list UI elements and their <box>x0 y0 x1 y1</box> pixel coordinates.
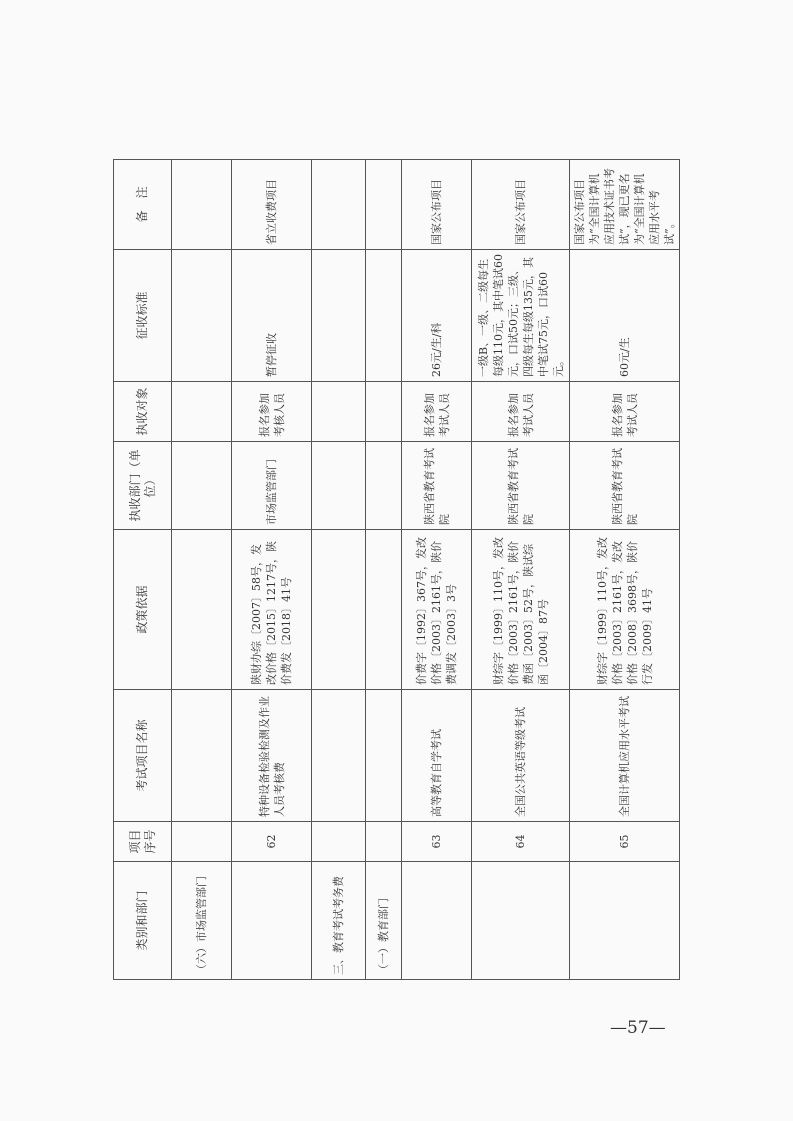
cell-note: 国家公布项目 <box>472 160 570 250</box>
header-category: 类别和部门 <box>114 862 172 980</box>
cell-target: 报名参加考核人员 <box>232 382 312 442</box>
cell-dept <box>366 442 402 530</box>
header-note: 备 注 <box>114 160 172 250</box>
page-number: —57— <box>610 1018 666 1038</box>
cell-dept: 陕西省教育考试院 <box>402 442 472 530</box>
cell-name: 高等教育自学考试 <box>402 690 472 822</box>
cell-dept <box>312 442 366 530</box>
cell-note <box>172 160 232 250</box>
cell-target <box>312 382 366 442</box>
cell-category <box>402 862 472 980</box>
cell-note: 国家公布项目为“全国计算机应用技术证书考试”，现已更名为“全国计算机应用水平考试”。 <box>570 160 680 250</box>
cell-category: 三、教育考试考务费 <box>312 862 366 980</box>
cell-target: 报名参加考试人员 <box>402 382 472 442</box>
header-standard: 征收标准 <box>114 250 172 382</box>
cell-note: 省立收费项目 <box>232 160 312 250</box>
cell-seq: 63 <box>402 822 472 862</box>
cell-category <box>472 862 570 980</box>
table-row <box>570 160 680 980</box>
cell-seq: 64 <box>472 822 570 862</box>
cell-standard <box>366 250 402 382</box>
cell-category: （一）教育部门 <box>366 862 402 980</box>
rotated-fee-table-page <box>113 160 676 980</box>
cell-name: 全国公共英语等级考试 <box>472 690 570 822</box>
cell-target <box>172 382 232 442</box>
table-row <box>232 160 312 980</box>
table-row <box>172 160 232 980</box>
table-header-row <box>114 160 172 980</box>
cell-dept: 陕西省教育考试院 <box>570 442 680 530</box>
cell-name: 特种设备检验检测及作业人员考核费 <box>232 690 312 822</box>
cell-target: 报名参加考试人员 <box>570 382 680 442</box>
cell-target: 报名参加考试人员 <box>472 382 570 442</box>
cell-category <box>232 862 312 980</box>
cell-dept: 市场监管部门 <box>232 442 312 530</box>
header-name: 考试项目名称 <box>114 690 172 822</box>
cell-note: 国家公布项目 <box>402 160 472 250</box>
table-row <box>402 160 472 980</box>
cell-standard: 60元/生 <box>570 250 680 382</box>
header-seq: 项目序号 <box>114 822 172 862</box>
cell-policy: 财综字〔1999〕110号，发改价格〔2003〕2161号，发改价格〔2008〕3698号，陕价行发〔2009〕41号 <box>570 530 680 690</box>
header-policy: 政策依据 <box>114 530 172 690</box>
cell-category <box>570 862 680 980</box>
table-row <box>312 160 366 980</box>
cell-dept <box>172 442 232 530</box>
cell-note <box>366 160 402 250</box>
cell-seq <box>312 822 366 862</box>
fee-table <box>113 159 680 980</box>
cell-standard: 暂停征收 <box>232 250 312 382</box>
cell-target <box>366 382 402 442</box>
header-target: 执收对象 <box>114 382 172 442</box>
rotated-table-frame <box>113 160 676 980</box>
table-row <box>366 160 402 980</box>
cell-dept: 陕西省教育考试院 <box>472 442 570 530</box>
cell-seq: 65 <box>570 822 680 862</box>
cell-standard: 26元/生/科 <box>402 250 472 382</box>
cell-policy <box>366 530 402 690</box>
cell-policy <box>312 530 366 690</box>
cell-name <box>312 690 366 822</box>
cell-standard <box>312 250 366 382</box>
cell-policy <box>172 530 232 690</box>
cell-name: 全国计算机应用水平考试 <box>570 690 680 822</box>
cell-seq <box>366 822 402 862</box>
cell-name <box>172 690 232 822</box>
cell-policy: 价费字〔1992〕367号，发改价格〔2003〕2161号，陕价费调发〔2003〕3号 <box>402 530 472 690</box>
cell-name <box>366 690 402 822</box>
cell-policy: 陕财办综〔2007〕58号，发改价格〔2015〕1217号，陕价费发〔2018〕41号 <box>232 530 312 690</box>
cell-seq: 62 <box>232 822 312 862</box>
cell-category: （六）市场监管部门 <box>172 862 232 980</box>
cell-standard <box>172 250 232 382</box>
cell-seq <box>172 822 232 862</box>
cell-note <box>312 160 366 250</box>
table-row <box>472 160 570 980</box>
cell-policy: 财综字〔1999〕110号，发改价格〔2003〕2161号，陕价费函〔2003〕52号，陕试综函〔2004〕87号 <box>472 530 570 690</box>
cell-standard: 一级B、一级、二级每生每级110元，其中笔试60元，口试50元；三级、四级每生每级135元，其中笔试75元，口试60元。 <box>472 250 570 382</box>
header-dept: 执收部门（单位） <box>114 442 172 530</box>
